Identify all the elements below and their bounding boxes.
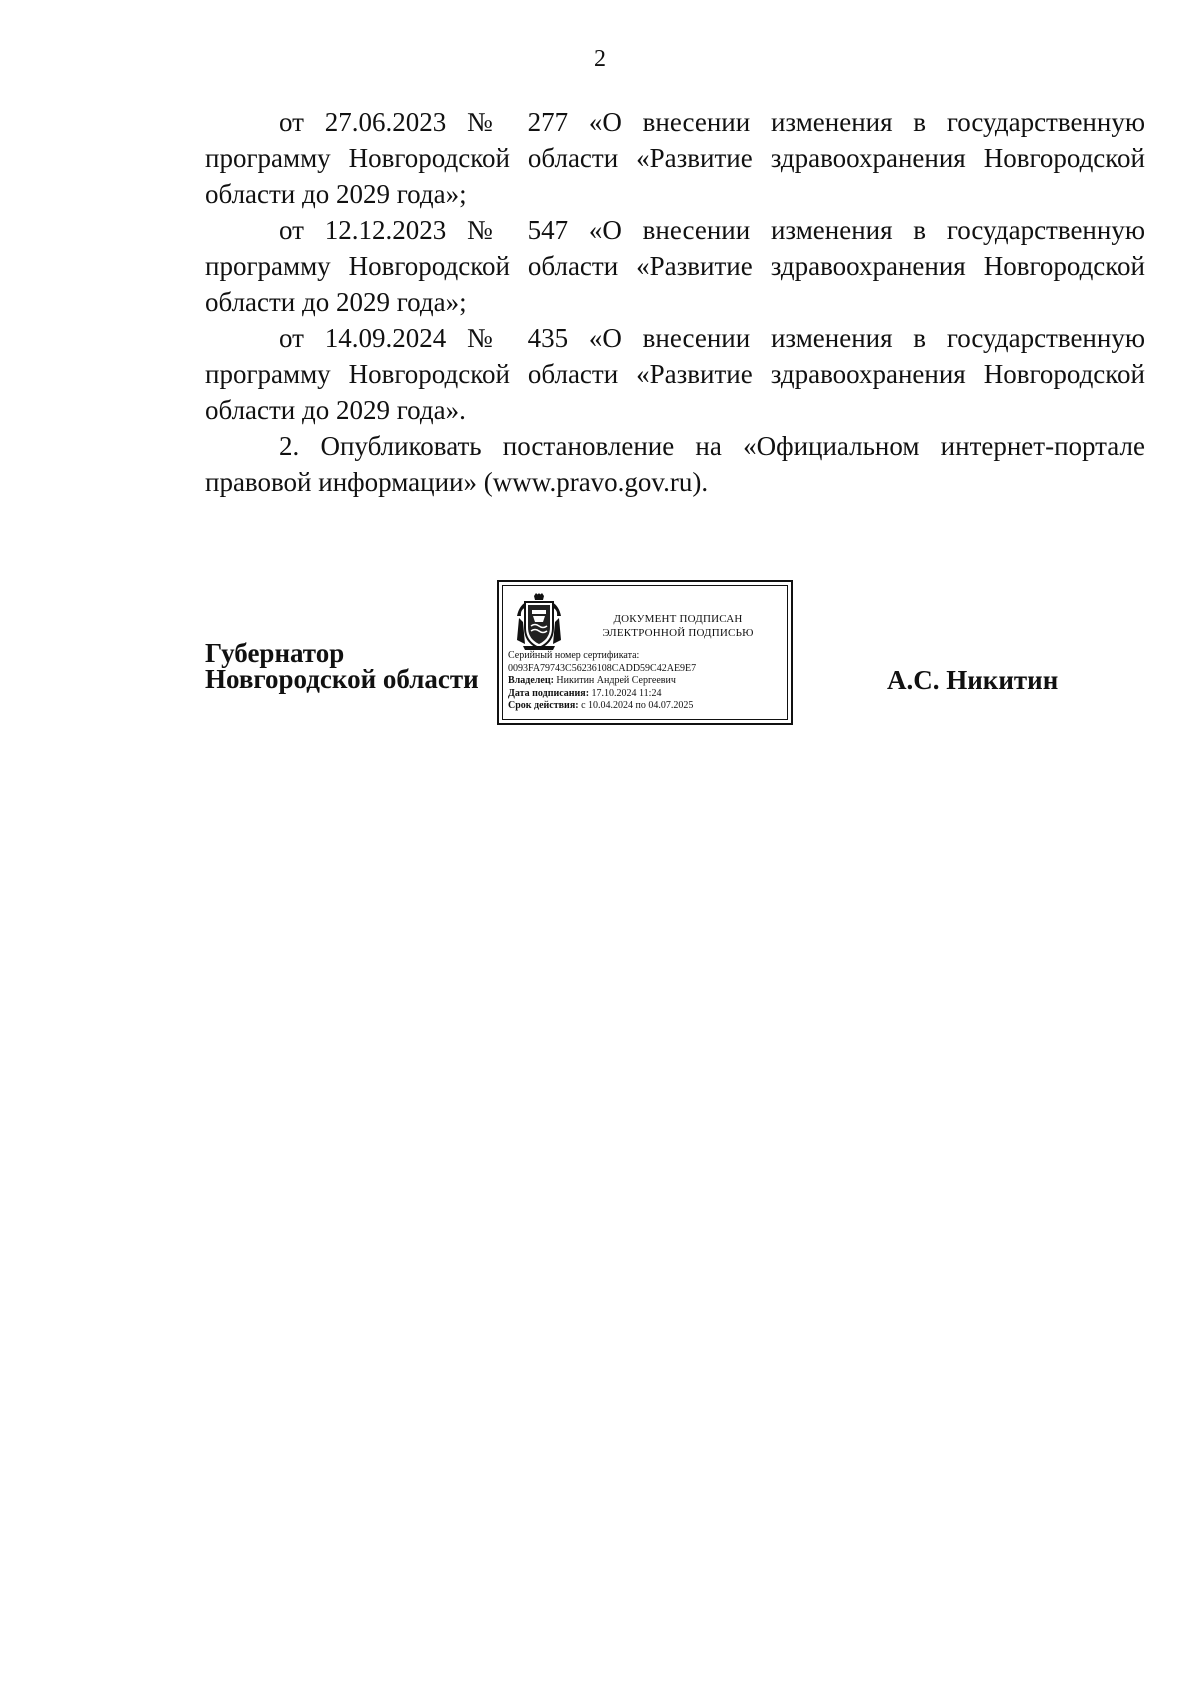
stamp-heading — [573, 612, 783, 640]
paragraph-amendment-547: от 12.12.2023 № 547 «О внесении изменения в государственную программу Новгородской области «Развитие здравоохранения Новгородской области до 2029 года»; — [205, 215, 1145, 317]
stamp-heading-line1: ДОКУМЕНТ ПОДПИСАН — [613, 613, 743, 625]
signer-position — [205, 640, 479, 692]
stamp-serial-value: 0093FA79743C56236108CADD59C42AE9E7 — [508, 662, 697, 674]
stamp-date-value: 17.10.2024 11:24 — [591, 687, 662, 699]
electronic-signature-stamp — [497, 580, 793, 725]
page-number: 2 — [594, 46, 606, 72]
coat-of-arms-icon — [513, 592, 565, 652]
signer-position-line1: Губернатор — [205, 638, 345, 668]
stamp-details — [508, 650, 790, 713]
paragraph-amendment-277: от 27.06.2023 № 277 «О внесении изменения в государственную программу Новгородской области «Развитие здравоохранения Новгородской области до 2029 года»; — [205, 107, 1145, 209]
stamp-validity-value: с 10.04.2024 по 04.07.2025 — [581, 700, 694, 711]
signature-block — [0, 580, 1200, 740]
paragraph-amendment-435: от 14.09.2024 № 435 «О внесении изменения в государственную программу Новгородской области «Развитие здравоохранения Новгородской области до 2029 года». — [205, 323, 1145, 425]
paragraph-publish: 2. Опубликовать постановление на «Официальном интернет-портале правовой информации» (www.pravo.gov.ru). — [205, 431, 1145, 497]
stamp-heading-line2: ЭЛЕКТРОННОЙ ПОДПИСЬЮ — [602, 627, 754, 639]
stamp-owner-label: Владелец: — [508, 675, 554, 686]
stamp-owner-value: Никитин Андрей Сергеевич — [556, 675, 676, 686]
stamp-validity — [508, 700, 790, 713]
stamp-frame — [502, 585, 788, 720]
stamp-owner — [508, 675, 790, 688]
signer-position-line2: Новгородской области — [205, 664, 479, 694]
stamp-date — [508, 688, 790, 701]
document-body — [205, 104, 1145, 500]
signer-name: А.С. Никитин — [887, 665, 1059, 695]
stamp-date-label: Дата подписания: — [508, 687, 590, 699]
stamp-validity-label: Срок действия: — [508, 700, 579, 711]
stamp-serial-label: Серийный номер сертификата: — [508, 650, 640, 661]
